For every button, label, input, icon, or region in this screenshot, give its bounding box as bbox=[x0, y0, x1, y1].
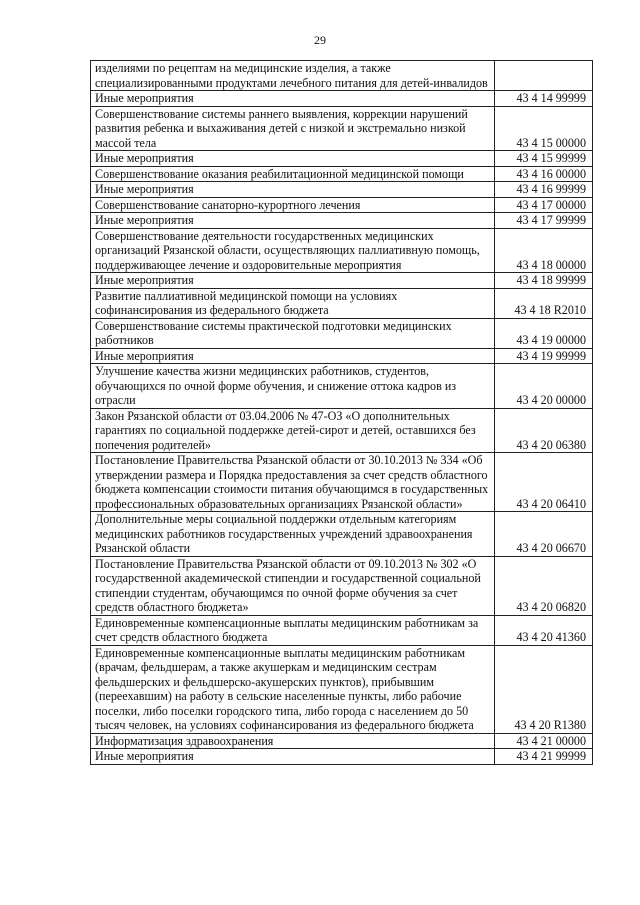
table-row bbox=[91, 348, 593, 364]
table-row bbox=[91, 197, 593, 213]
row-code: 43 4 20 R1380 bbox=[495, 645, 593, 733]
row-description: Иные мероприятия bbox=[91, 91, 495, 107]
row-code: 43 4 17 99999 bbox=[495, 213, 593, 229]
page-number: 29 bbox=[314, 33, 326, 47]
table-row bbox=[91, 453, 593, 512]
row-code: 43 4 17 00000 bbox=[495, 197, 593, 213]
row-description: Совершенствование системы раннего выявления, коррекции нарушений развития ребенка и выхаживания детей с низкой и экстремально низкой массой тела bbox=[91, 106, 495, 151]
row-code: 43 4 20 06670 bbox=[495, 512, 593, 557]
table-row bbox=[91, 364, 593, 409]
row-description: Единовременные компенсационные выплаты медицинским работникам за счет средств областного бюджета bbox=[91, 615, 495, 645]
table-row bbox=[91, 645, 593, 733]
table-row bbox=[91, 288, 593, 318]
row-code: 43 4 16 99999 bbox=[495, 182, 593, 198]
row-description: Совершенствование системы практической подготовки медицинских работников bbox=[91, 318, 495, 348]
row-code: 43 4 20 06820 bbox=[495, 556, 593, 615]
table-row bbox=[91, 61, 593, 91]
row-description: Иные мероприятия bbox=[91, 182, 495, 198]
table-row bbox=[91, 91, 593, 107]
row-description: Постановление Правительства Рязанской области от 30.10.2013 № 334 «Об утверждении размера и Порядка предоставления за счет средств областного бюджета компенсации стоимости питания обучающимся в государственных профессиональных образовательных организациях Рязанской области» bbox=[91, 453, 495, 512]
row-description: Иные мероприятия bbox=[91, 348, 495, 364]
row-code: 43 4 20 00000 bbox=[495, 364, 593, 409]
table-row bbox=[91, 151, 593, 167]
table-row bbox=[91, 512, 593, 557]
table-row bbox=[91, 408, 593, 453]
row-description: Совершенствование деятельности государственных медицинских организаций Рязанской области, осуществляющих паллиативную помощь, поддерживающее лечение и оздоровительные мероприятия bbox=[91, 228, 495, 273]
row-code: 43 4 18 R2010 bbox=[495, 288, 593, 318]
row-description: Постановление Правительства Рязанской области от 09.10.2013 № 302 «О государственной академической стипендии и государственной социальной стипендии студентам, обучающимся по очной форме обучения за счет средств областного бюджета» bbox=[91, 556, 495, 615]
row-code: 43 4 21 00000 bbox=[495, 733, 593, 749]
row-code: 43 4 18 99999 bbox=[495, 273, 593, 289]
table-row bbox=[91, 318, 593, 348]
row-code: 43 4 20 06410 bbox=[495, 453, 593, 512]
row-code: 43 4 19 99999 bbox=[495, 348, 593, 364]
row-code: 43 4 14 99999 bbox=[495, 91, 593, 107]
row-description: Иные мероприятия bbox=[91, 213, 495, 229]
row-code: 43 4 16 00000 bbox=[495, 166, 593, 182]
table-row bbox=[91, 213, 593, 229]
row-description: Развитие паллиативной медицинской помощи на условиях софинансирования из федерального бюджета bbox=[91, 288, 495, 318]
row-description: Единовременные компенсационные выплаты медицинским работникам (врачам, фельдшерам, а также акушеркам и медицинским сестрам фельдшерских и фельдшерско-акушерских пунктов), прибывшим (переехавшим) на работу в сельские населенные пункты, либо рабочие поселки, либо поселки городского типа, либо города с населением до 50 тысяч человек, на условиях софинансирования из федерального бюджета bbox=[91, 645, 495, 733]
row-code: 43 4 20 06380 bbox=[495, 408, 593, 453]
row-code: 43 4 20 41360 bbox=[495, 615, 593, 645]
row-description: Дополнительные меры социальной поддержки отдельным категориям медицинских работников государственных учреждений здравоохранения Рязанской области bbox=[91, 512, 495, 557]
table-row bbox=[91, 749, 593, 765]
row-code: 43 4 15 00000 bbox=[495, 106, 593, 151]
table-row bbox=[91, 273, 593, 289]
row-code: 43 4 15 99999 bbox=[495, 151, 593, 167]
table-row bbox=[91, 106, 593, 151]
table-row bbox=[91, 166, 593, 182]
row-description: Совершенствование санаторно-курортного лечения bbox=[91, 197, 495, 213]
row-code: 43 4 18 00000 bbox=[495, 228, 593, 273]
row-description: Иные мероприятия bbox=[91, 749, 495, 765]
table-row bbox=[91, 556, 593, 615]
row-description: Информатизация здравоохранения bbox=[91, 733, 495, 749]
row-description: Улучшение качества жизни медицинских работников, студентов, обучающихся по очной форме обучения, и снижение оттока кадров из отрасли bbox=[91, 364, 495, 409]
row-description: Иные мероприятия bbox=[91, 273, 495, 289]
budget-classification-table bbox=[90, 60, 593, 765]
table-row bbox=[91, 733, 593, 749]
table-body bbox=[91, 61, 593, 765]
row-description: Закон Рязанской области от 03.04.2006 № 47-ОЗ «О дополнительных гарантиях по социальной поддержке детей-сирот и детей, оставшихся без попечения родителей» bbox=[91, 408, 495, 453]
table-row bbox=[91, 182, 593, 198]
table-row bbox=[91, 228, 593, 273]
row-code: 43 4 21 99999 bbox=[495, 749, 593, 765]
row-code bbox=[495, 61, 593, 91]
row-description: изделиями по рецептам на медицинские изделия, а также специализированными продуктами лечебного питания для детей-инвалидов bbox=[91, 61, 495, 91]
row-code: 43 4 19 00000 bbox=[495, 318, 593, 348]
row-description: Совершенствование оказания реабилитационной медицинской помощи bbox=[91, 166, 495, 182]
table-row bbox=[91, 615, 593, 645]
row-description: Иные мероприятия bbox=[91, 151, 495, 167]
